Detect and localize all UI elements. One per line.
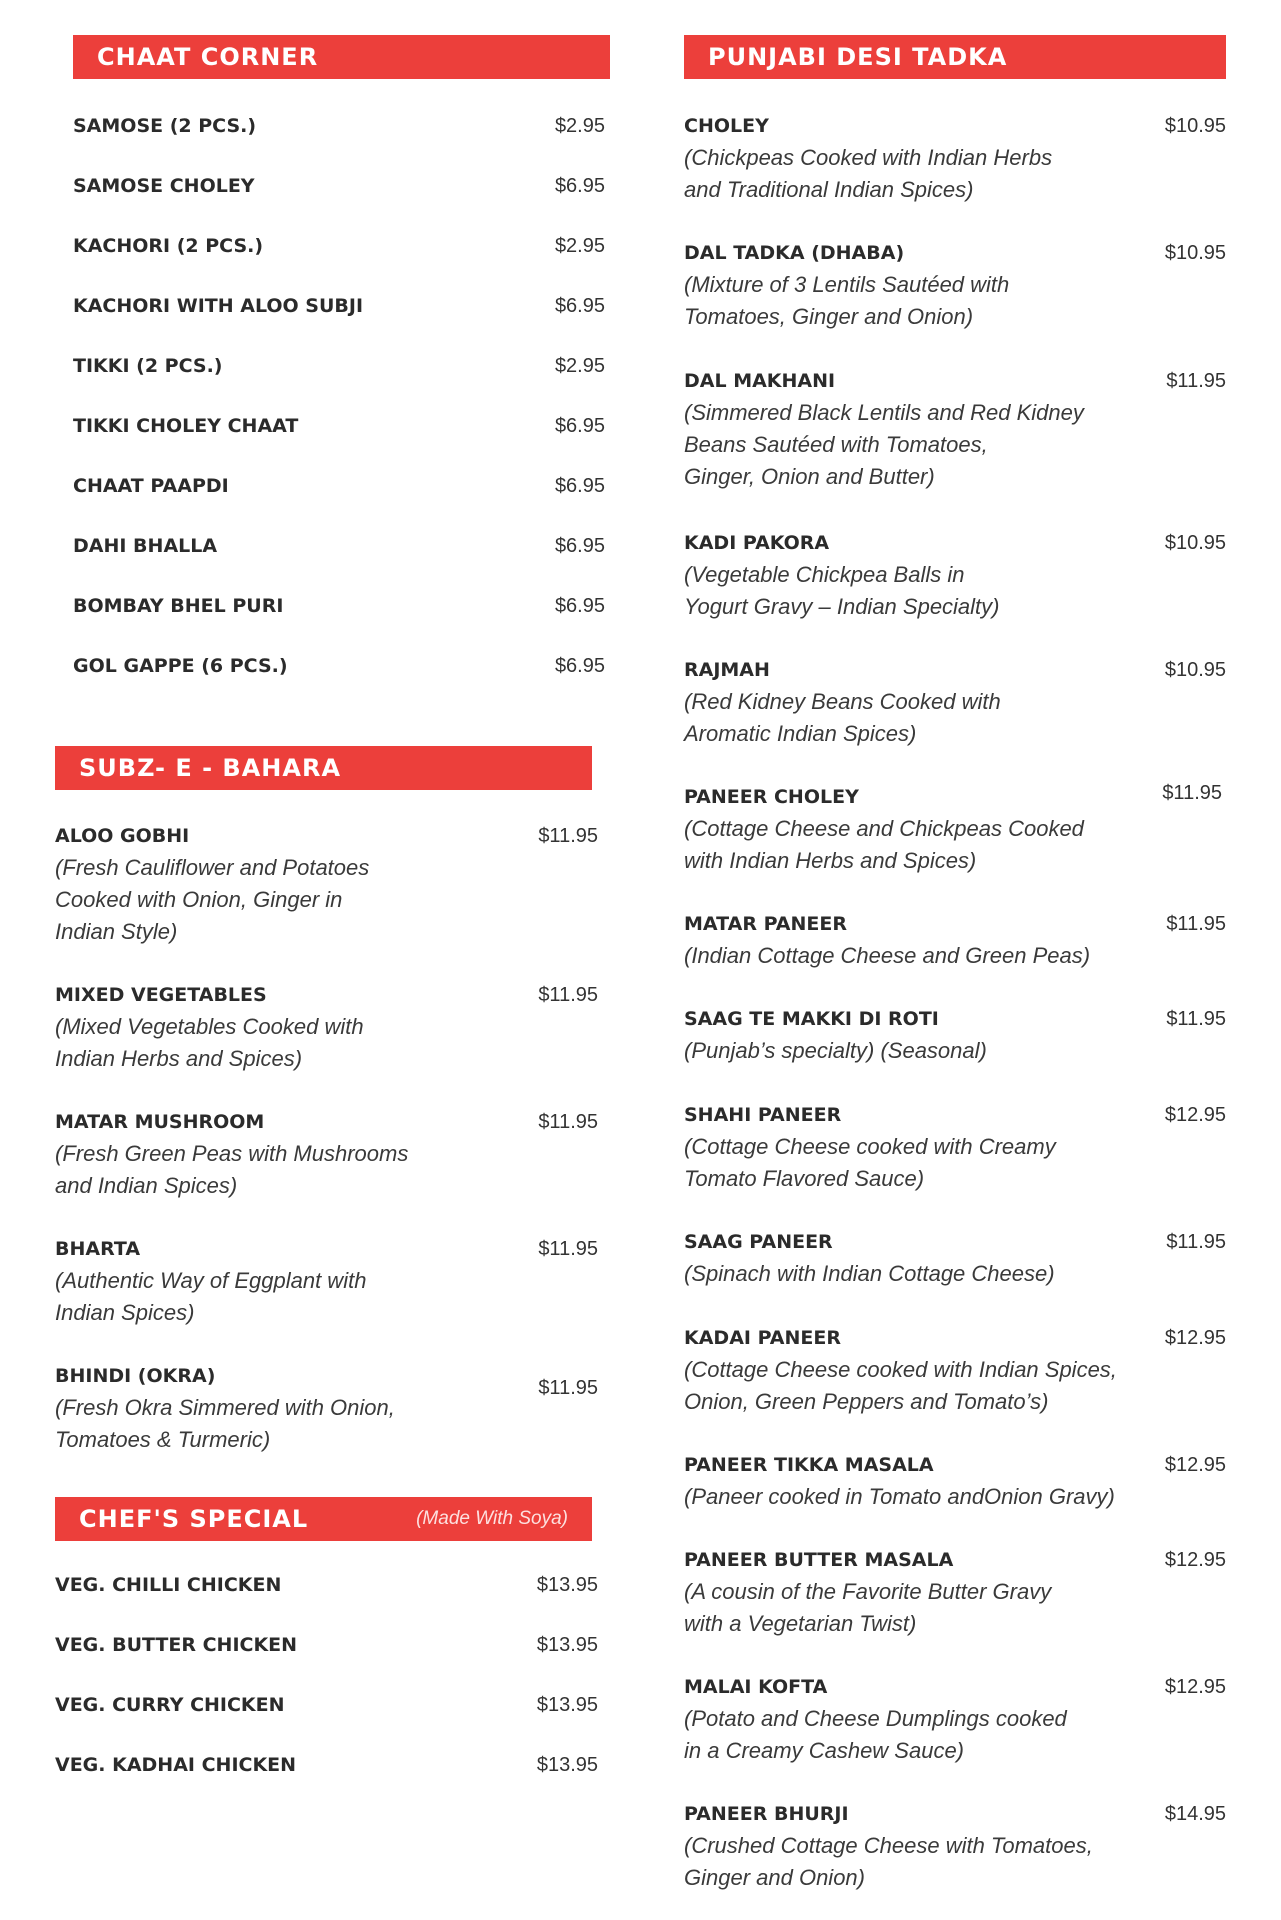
item-price: $10.95 xyxy=(1164,659,1226,681)
section-title: PUNJABI DESI TADKA xyxy=(708,43,1008,71)
item-name: PANEER BUTTER MASALA xyxy=(684,1549,954,1571)
item-price: $6.95 xyxy=(554,175,605,197)
menu-item xyxy=(684,781,1226,877)
menu-item xyxy=(55,1694,598,1754)
item-description: (Potato and Cheese Dumplings cooked in a Creamy Cashew Sauce) xyxy=(684,1706,1067,1763)
item-price: $6.95 xyxy=(554,415,605,437)
item-price: $12.95 xyxy=(1164,1104,1226,1126)
item-name: VEG. KADHAI CHICKEN xyxy=(55,1754,297,1776)
item-name: MALAI KOFTA xyxy=(684,1676,828,1698)
item-price: $11.95 xyxy=(538,1238,598,1260)
menu-item xyxy=(73,475,605,535)
item-description: (Mixture of 3 Lentils Sautéed with Tomatoes, Ginger and Onion) xyxy=(684,272,1010,329)
item-price: $12.95 xyxy=(1164,1549,1226,1571)
item-name: BHINDI (OKRA) xyxy=(55,1365,216,1387)
menu-item xyxy=(684,110,1226,206)
section-note: (Made With Soya) xyxy=(416,1508,568,1529)
item-name: SAAG TE MAKKI DI ROTI xyxy=(684,1008,939,1030)
item-name: KADI PAKORA xyxy=(684,532,830,554)
menu-item xyxy=(55,1634,598,1694)
item-description: (A cousin of the Favorite Butter Gravy with a Vegetarian Twist) xyxy=(684,1579,1052,1636)
item-description: (Cottage Cheese cooked with Creamy Tomato Flavored Sauce) xyxy=(684,1134,1056,1191)
menu-item xyxy=(55,979,598,1075)
menu-item xyxy=(684,908,1226,972)
item-name: BHARTA xyxy=(55,1238,141,1260)
item-price: $11.95 xyxy=(538,1111,598,1133)
item-description: (Crushed Cottage Cheese with Tomatoes, Ginger and Onion) xyxy=(684,1833,1093,1890)
menu-item xyxy=(73,535,605,595)
item-price: $2.95 xyxy=(554,235,605,257)
menu-item xyxy=(684,1099,1226,1195)
menu-item xyxy=(684,237,1226,333)
menu-item xyxy=(73,175,605,235)
item-price: $11.95 xyxy=(538,825,598,847)
item-price: $13.95 xyxy=(536,1634,598,1656)
chefs-special-list xyxy=(55,1574,598,1814)
item-price: $2.95 xyxy=(554,115,605,137)
item-name: VEG. CHILLI CHICKEN xyxy=(55,1574,282,1596)
item-description: (Chickpeas Cooked with Indian Herbs and Traditional Indian Spices) xyxy=(684,145,1053,202)
item-price: $10.95 xyxy=(1164,532,1226,554)
item-price: $12.95 xyxy=(1164,1454,1226,1476)
item-name: DAHI BHALLA xyxy=(73,535,218,557)
item-name: MATAR MUSHROOM xyxy=(55,1111,265,1133)
item-description: (Cottage Cheese cooked with Indian Spices, Onion, Green Peppers and Tomato’s) xyxy=(684,1357,1117,1414)
section-title: CHEF'S SPECIAL xyxy=(79,1505,309,1533)
menu-item xyxy=(684,1544,1226,1640)
menu-item xyxy=(684,1671,1226,1767)
item-name: PANEER TIKKA MASALA xyxy=(684,1454,934,1476)
item-price: $6.95 xyxy=(554,475,605,497)
item-price: $2.95 xyxy=(554,355,605,377)
item-name: SAAG PANEER xyxy=(684,1231,833,1253)
item-name: RAJMAH xyxy=(684,659,770,681)
menu-item xyxy=(73,355,605,415)
subz-e-bahara-header xyxy=(55,746,592,790)
item-name: ALOO GOBHI xyxy=(55,825,190,847)
item-name: TIKKI CHOLEY CHAAT xyxy=(73,415,299,437)
item-description: (Paneer cooked in Tomato andOnion Gravy) xyxy=(684,1484,1115,1509)
item-price: $11.95 xyxy=(1166,913,1226,935)
menu-item xyxy=(684,1449,1226,1513)
item-name: SHAHI PANEER xyxy=(684,1104,842,1126)
item-name: DAL TADKA (DHABA) xyxy=(684,242,905,264)
item-name: KACHORI WITH ALOO SUBJI xyxy=(73,295,364,317)
item-name: CHAAT PAAPDI xyxy=(73,475,229,497)
chaat-corner-header xyxy=(73,35,610,79)
menu-item xyxy=(73,595,605,655)
item-description: (Vegetable Chickpea Balls in Yogurt Gravy – Indian Specialty) xyxy=(684,562,1000,619)
item-name: KACHORI (2 PCS.) xyxy=(73,235,264,257)
item-description: (Spinach with Indian Cottage Cheese) xyxy=(684,1261,1055,1286)
menu-item xyxy=(684,527,1226,623)
item-name: KADAI PANEER xyxy=(684,1327,841,1349)
item-name: GOL GAPPE (6 PCS.) xyxy=(73,655,288,677)
item-description: (Mixed Vegetables Cooked with Indian Herbs and Spices) xyxy=(55,1014,364,1071)
item-name: TIKKI (2 PCS.) xyxy=(73,355,223,377)
item-description: (Cottage Cheese and Chickpeas Cooked with Indian Herbs and Spices) xyxy=(684,816,1084,873)
item-description: (Punjab’s specialty) (Seasonal) xyxy=(684,1038,987,1063)
item-name: CHOLEY xyxy=(684,115,769,137)
item-name: SAMOSE (2 PCS.) xyxy=(73,115,257,137)
item-price: $12.95 xyxy=(1164,1327,1226,1349)
item-price: $13.95 xyxy=(536,1694,598,1716)
item-price: $10.95 xyxy=(1164,242,1226,264)
menu-item xyxy=(55,820,598,948)
item-name: MIXED VEGETABLES xyxy=(55,984,267,1006)
menu-item xyxy=(73,295,605,355)
menu-item xyxy=(73,115,605,175)
item-price: $13.95 xyxy=(536,1754,598,1776)
item-price: $10.95 xyxy=(1164,115,1226,137)
menu-item xyxy=(73,415,605,475)
section-title: SUBZ- E - BAHARA xyxy=(79,754,342,782)
menu-item xyxy=(55,1233,598,1329)
menu-item xyxy=(55,1106,598,1202)
item-price: $6.95 xyxy=(554,295,605,317)
item-description: (Red Kidney Beans Cooked with Aromatic Indian Spices) xyxy=(684,689,1001,746)
item-price: $11.95 xyxy=(1166,1231,1226,1253)
item-price: $14.95 xyxy=(1164,1803,1226,1825)
item-price: $11.95 xyxy=(538,984,598,1006)
item-name: PANEER CHOLEY xyxy=(684,786,859,808)
menu-item xyxy=(684,365,1226,493)
item-description: (Fresh Okra Simmered with Onion, Tomatoes & Turmeric) xyxy=(55,1395,395,1452)
menu-item xyxy=(55,1754,598,1814)
menu-item xyxy=(73,235,605,295)
item-name: SAMOSE CHOLEY xyxy=(73,175,255,197)
item-price: $13.95 xyxy=(536,1574,598,1596)
item-price: $11.95 xyxy=(1162,782,1222,804)
chefs-special-header xyxy=(55,1497,592,1541)
item-name: VEG. BUTTER CHICKEN xyxy=(55,1634,298,1656)
punjabi-desi-tadka-header xyxy=(684,35,1226,79)
menu-item xyxy=(684,1226,1226,1290)
item-price: $11.95 xyxy=(1166,370,1226,392)
item-price: $6.95 xyxy=(554,655,605,677)
item-price: $6.95 xyxy=(554,535,605,557)
item-name: PANEER BHURJI xyxy=(684,1803,849,1825)
item-price: $11.95 xyxy=(1166,1008,1226,1030)
menu-item xyxy=(684,1798,1226,1894)
chaat-corner-list xyxy=(73,115,605,715)
item-name: DAL MAKHANI xyxy=(684,370,836,392)
item-price: $11.95 xyxy=(538,1377,598,1399)
item-description: (Indian Cottage Cheese and Green Peas) xyxy=(684,943,1091,968)
item-price: $6.95 xyxy=(554,595,605,617)
section-title: CHAAT CORNER xyxy=(97,43,319,71)
menu-item xyxy=(684,1003,1226,1067)
menu-item xyxy=(55,1360,598,1456)
menu-item xyxy=(684,1322,1226,1418)
item-description: (Simmered Black Lentils and Red Kidney Beans Sautéed with Tomatoes, Ginger, Onion and Butter) xyxy=(684,400,1084,489)
item-name: VEG. CURRY CHICKEN xyxy=(55,1694,285,1716)
menu-item xyxy=(684,654,1226,750)
item-description: (Fresh Cauliflower and Potatoes Cooked with Onion, Ginger in Indian Style) xyxy=(55,855,370,944)
item-price: $12.95 xyxy=(1164,1676,1226,1698)
menu-item xyxy=(73,655,605,715)
item-name: MATAR PANEER xyxy=(684,913,847,935)
item-description: (Fresh Green Peas with Mushrooms and Indian Spices) xyxy=(55,1141,409,1198)
item-name: BOMBAY BHEL PURI xyxy=(73,595,284,617)
item-description: (Authentic Way of Eggplant with Indian Spices) xyxy=(55,1268,367,1325)
menu-item xyxy=(55,1574,598,1634)
